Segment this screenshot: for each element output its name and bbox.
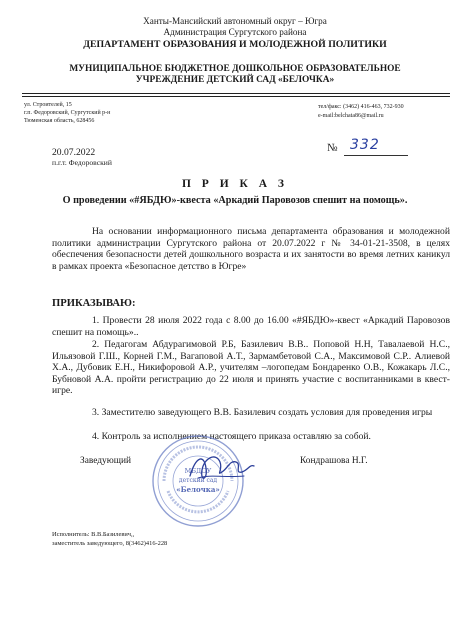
handwritten-signature — [186, 448, 256, 488]
organization-name-line2: УЧРЕЖДЕНИЕ ДЕТСКИЙ САД «БЕЛОЧКА» — [135, 75, 335, 85]
stamp-inner-line3: «Белочка» — [176, 485, 220, 494]
header-region: Ханты-Мансийский автономный округ – Югра — [143, 16, 327, 26]
address-line3: Тюменская область, 628456 — [24, 118, 95, 124]
header-administration: Администрация Сургутского района — [163, 27, 307, 37]
contact-email: e-mail:belchata86@mail.ru — [318, 113, 384, 119]
stamp-inner-line2: детский сад — [178, 477, 218, 484]
executor-line2: заместитель заведующего, 8(3462)416-228 — [52, 540, 168, 547]
organization-name-line1: МУНИЦИПАЛЬНОЕ БЮДЖЕТНОЕ ДОШКОЛЬНОЕ ОБРАЗОВАТЕЛЬНОЕ — [69, 64, 401, 74]
header-department: ДЕПАРТАМЕНТ ОБРАЗОВАНИЯ И МОЛОДЕЖНОЙ ПОЛИТИКИ — [83, 39, 387, 50]
order-date: 20.07.2022 — [52, 147, 96, 158]
order-place: п.г.т. Федоровский — [52, 158, 112, 167]
address-line2: г.п. Федоровский, Сургутский р-н — [24, 110, 111, 116]
order-word: ПРИКАЗЫВАЮ: — [52, 298, 136, 309]
contact-phone: тел/факс: (3462) 416-463, 732-930 — [318, 104, 404, 110]
order-item-3: 3. Заместителю заведующего В.В. Базилевич создать условия для проведения игры — [92, 407, 433, 418]
executor-line1: Исполнитель: В.В.Базилевич,, — [52, 531, 135, 538]
document-title: П Р И К А З — [181, 178, 288, 190]
order-number-handwritten: 332 — [350, 137, 380, 153]
header-rule-thick — [22, 93, 450, 94]
signature-name: Кондрашова Н.Г. — [300, 456, 368, 466]
order-number-label: № — [327, 142, 338, 154]
order-item-4: 4. Контроль за исполнением настоящего приказа оставляю за собой. — [92, 431, 371, 442]
preamble-paragraph: На основании информационного письма департамента образования и молодежной политики администрации Сургутского района от 20.07.2022 г № 34-01-21-3508, в целях обеспечения безопасности детей дошкольного возраста и их занятости во время летних каникул в рамках проекта «Безопасное детство в Югре» — [52, 226, 450, 272]
address-line1: ул. Строителей, 15 — [24, 102, 72, 108]
header-rule-thin — [22, 96, 450, 97]
signature-position: Заведующий — [80, 456, 131, 466]
order-number-underline — [344, 155, 408, 156]
order-item-2: 2. Педагогам Абдурагимовой Р.Б, Базилевич В.В.. Поповой Н.Н, Тавалаевой Н.С., Ильязовой Г.Ш., Корней Г.М., Вагаповой А.Т., Зармамбетовой С.А., Максимовой С.Р.. Алиевой Х.А., Дубовик Е.Н., Никифоровой А.Р., учителям –логопедам Бондаренко О.В., Кожакарь Л.С., Бубновой А.А. пройти регистрацию до 22 июля и принять участие с воспитанниками в квест-игре. — [52, 339, 450, 397]
stamp-inner-line1: МБДОУ — [184, 467, 212, 475]
document-subject: О проведении «#ЯБДЮ»-квеста «Аркадий Паровозов спешит на помощь». — [62, 195, 408, 206]
order-item-1: 1. Провести 28 июля 2022 года с 8.00 до 16.00 «#ЯБДЮ»-квест «Аркадий Паровозов спешит на помощь».. — [52, 315, 450, 338]
